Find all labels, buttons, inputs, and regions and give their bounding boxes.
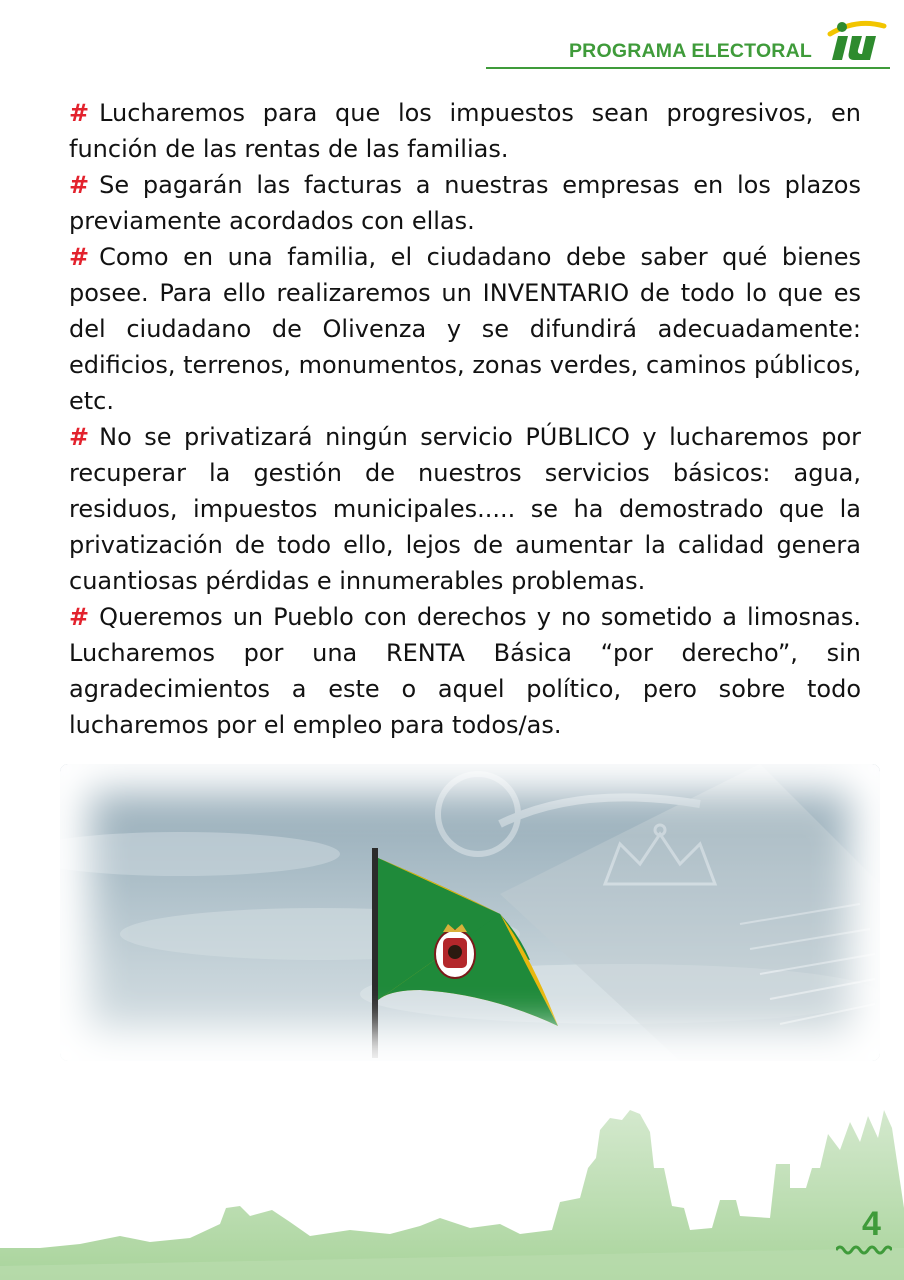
- wave-ornament: [836, 1244, 892, 1256]
- program-item: [69, 419, 861, 599]
- program-item-text: Lucharemos para que los impuestos sean progresivos, en función de las rentas de las familias.: [69, 99, 861, 163]
- page-number: 4: [862, 1205, 881, 1243]
- hash-bullet: #: [69, 99, 90, 127]
- hash-bullet: #: [69, 171, 90, 199]
- iu-logo: [826, 16, 888, 66]
- flag-photo: [60, 764, 880, 1061]
- flag-illustration: [60, 764, 880, 1061]
- town-skyline-decoration: [0, 1098, 904, 1280]
- program-item-text: Como en una familia, el ciudadano debe saber qué bienes posee. Para ello realizaremos un INVENTARIO de todo lo que es del ciudadano de Olivenza y se difundirá adecuadamente: edificios, terrenos, monumentos, zonas verdes, caminos públicos, etc.: [69, 243, 861, 415]
- program-item-text: No se privatizará ningún servicio PÚBLICO y lucharemos por recuperar la gestión de nuestros servicios básicos: agua, residuos, impuestos municipales..... se ha demostrado que la privatización de todo ello, lejos de aumentar la calidad genera cuantiosas pérdidas e innumerables problemas.: [69, 423, 861, 595]
- program-item-text: Se pagarán las facturas a nuestras empresas en los plazos previamente acordados con ellas.: [69, 171, 861, 235]
- program-item: [69, 239, 861, 419]
- hash-bullet: #: [69, 243, 90, 271]
- page-header: [486, 16, 890, 72]
- program-item: [69, 599, 861, 743]
- header-rule: [486, 67, 890, 69]
- flag-pole: [372, 848, 378, 1058]
- program-item-text: Queremos un Pueblo con derechos y no sometido a limosnas. Lucharemos por una RENTA Básica “por derecho”, sin agradecimientos a este o aquel político, pero sobre todo lucharemos por el empleo para todos/as.: [69, 603, 861, 739]
- program-text: [69, 95, 861, 743]
- program-item: [69, 167, 861, 239]
- header-title: PROGRAMA ELECTORAL: [568, 40, 812, 62]
- hash-bullet: #: [69, 603, 90, 631]
- program-item: [69, 95, 861, 167]
- hash-bullet: #: [69, 423, 90, 451]
